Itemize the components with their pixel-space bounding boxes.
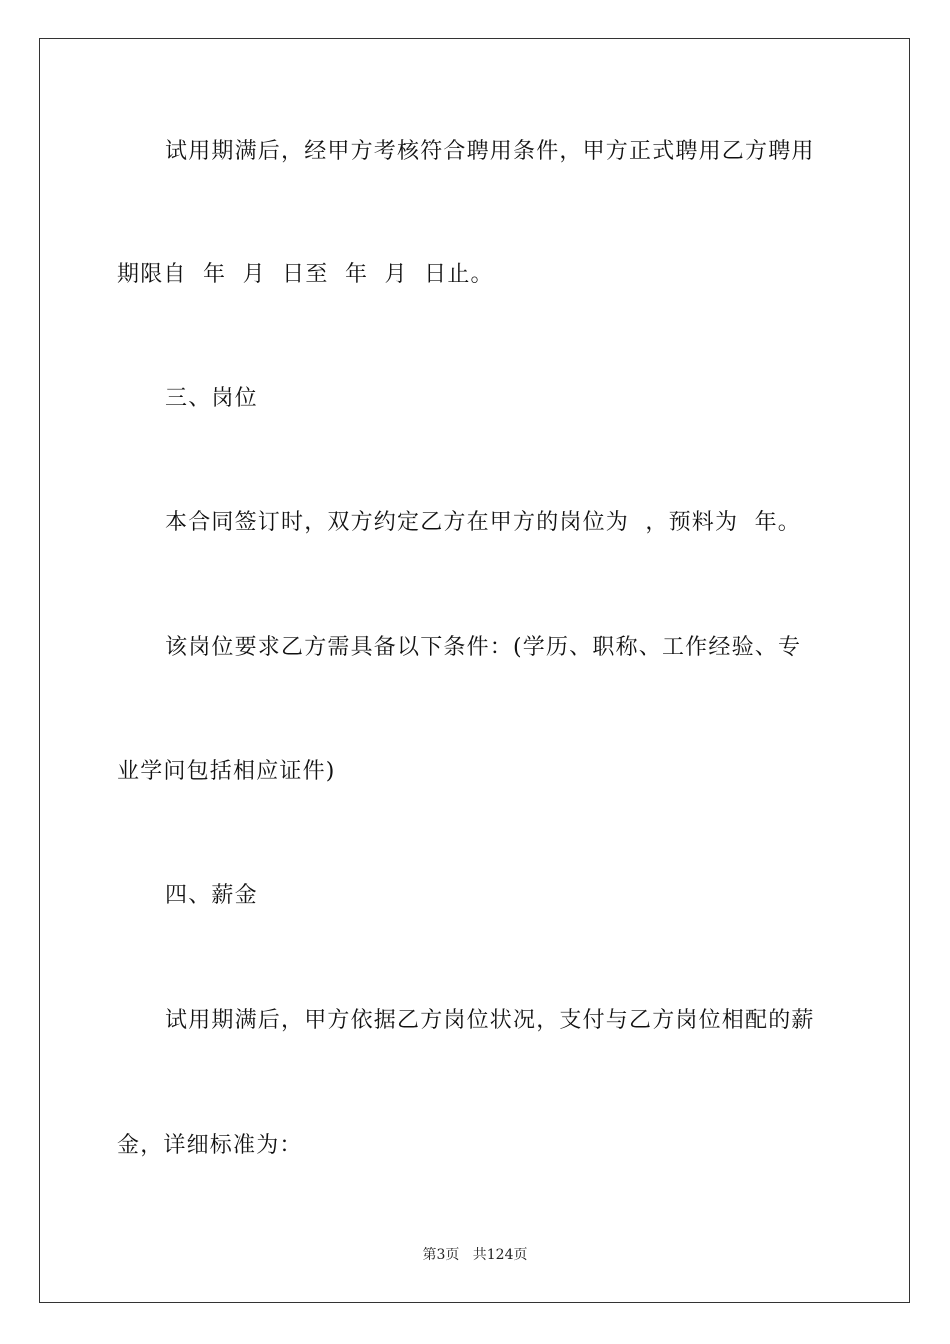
paragraph-line-7: 金，详细标准为：	[117, 1133, 303, 1158]
section-heading-position: 三、岗位	[165, 386, 258, 411]
page-footer	[0, 1245, 950, 1265]
paragraph-line-6: 试用期满后，甲方依据乙方岗位状况，支付与乙方岗位相配的薪	[165, 1008, 815, 1033]
paragraph-line-1: 试用期满后，经甲方考核符合聘用条件，甲方正式聘用乙方聘用	[165, 139, 815, 164]
section-heading-salary: 四、薪金	[165, 883, 258, 908]
paragraph-line-3: 本合同签订时，双方约定乙方在甲方的岗位为 ，预料为 年。	[165, 510, 801, 535]
total-pages: 共124页	[472, 1247, 528, 1263]
page-border	[39, 38, 910, 1303]
paragraph-line-4: 该岗位要求乙方需具备以下条件：(学历、职称、工作经验、专	[165, 635, 802, 660]
page-number: 第3页	[422, 1247, 460, 1263]
paragraph-line-5: 业学问包括相应证件)	[117, 759, 336, 784]
paragraph-line-2: 期限自 年 月 日至 年 月 日止。	[117, 262, 494, 287]
